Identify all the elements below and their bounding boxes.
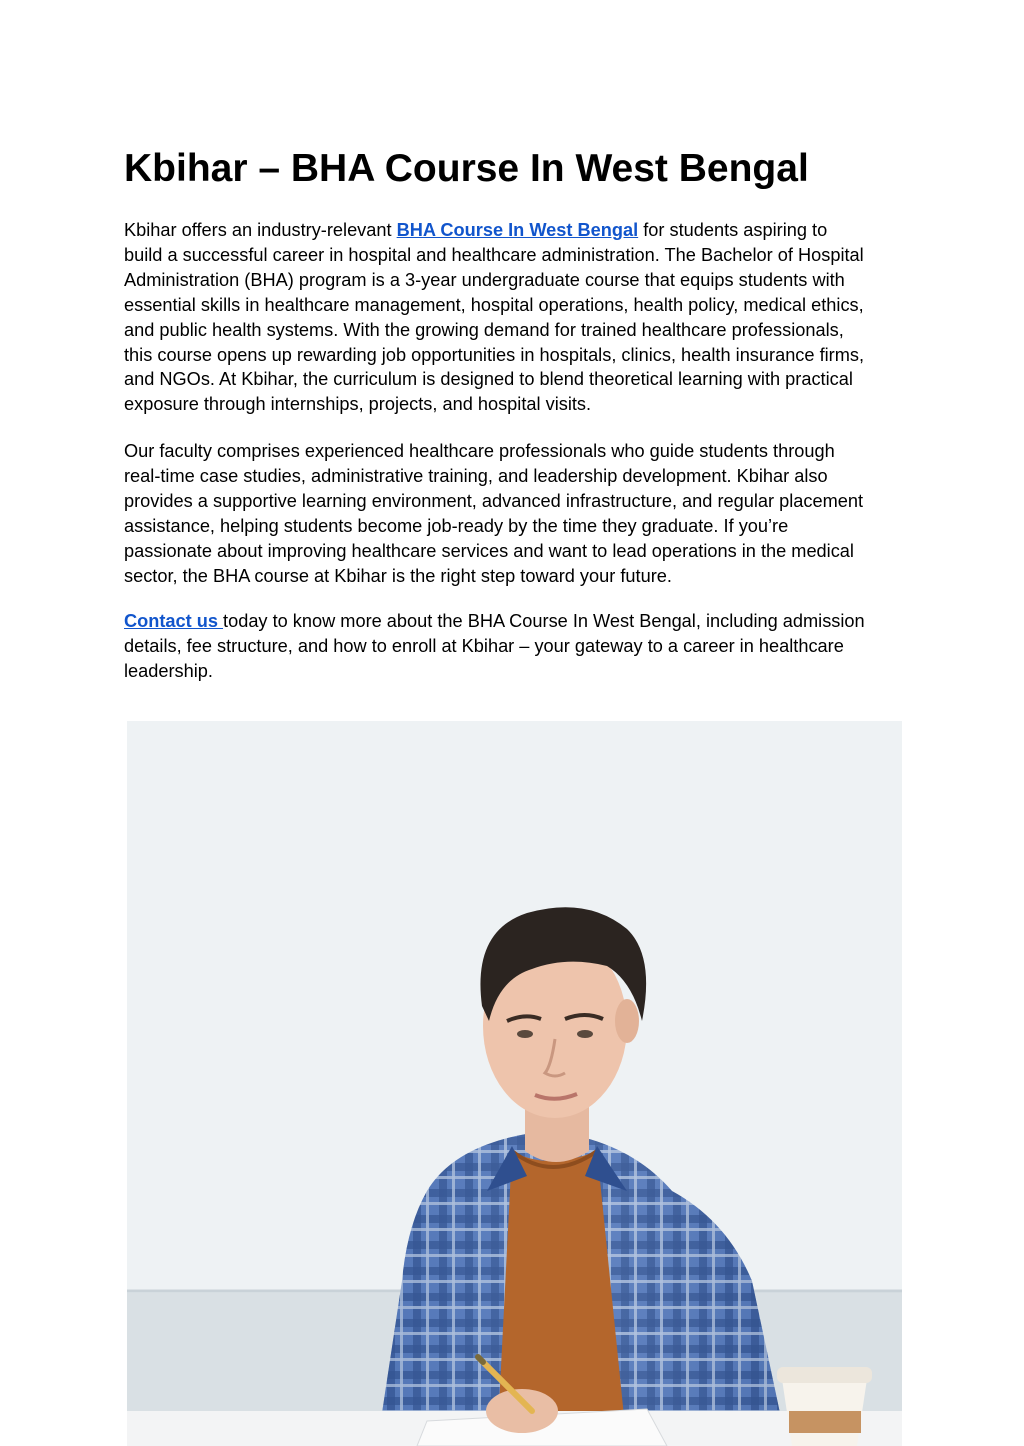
paragraph-line: provides a supportive learning environment, advanced infrastructure, and regular placement (124, 490, 864, 511)
paragraph-text: today to know more about the BHA Course In West Bengal, including admission (223, 611, 865, 631)
paragraph-line: passionate about improving healthcare services and want to lead operations in the medical (124, 540, 854, 561)
paragraph-line: details, fee structure, and how to enroll at Kbihar – your gateway to a career in healthcare (124, 635, 844, 656)
paragraph-line: and public health systems. With the growing demand for trained healthcare professionals, (124, 319, 844, 340)
paragraph-line: sector, the BHA course at Kbihar is the right step toward your future. (124, 565, 672, 586)
bha-course-link[interactable]: BHA Course In West Bengal (396, 220, 639, 240)
faculty-paragraph (124, 439, 924, 588)
intro-paragraph (124, 218, 924, 417)
paragraph-line: exposure through internships, projects, and hospital visits. (124, 394, 592, 415)
contact-paragraph (124, 609, 924, 684)
paragraph-text: for students aspiring to (638, 220, 828, 240)
paragraph-line: this course opens up rewarding job opportunities in hospitals, clinics, health insurance firms, (124, 344, 865, 365)
paragraph-line: leadership. (124, 660, 213, 681)
paragraph-line: assistance, helping students become job-ready by the time they graduate. If you’re (124, 515, 789, 536)
paragraph-line: Administration (BHA) program is a 3-year undergraduate course that equips students with (124, 269, 845, 290)
paragraph-line: build a successful career in hospital and healthcare administration. The Bachelor of Hospital (124, 244, 864, 265)
contact-us-link[interactable]: Contact us (124, 611, 224, 631)
student-illustration (127, 721, 902, 1446)
student-photo (127, 721, 902, 1446)
paragraph-line (124, 609, 924, 634)
paragraph-line: real-time case studies, administrative training, and leadership development. Kbihar also (124, 465, 828, 486)
paragraph-line: and NGOs. At Kbihar, the curriculum is designed to blend theoretical learning with practical (124, 369, 853, 390)
paragraph-text: Kbihar offers an industry-relevant (124, 220, 397, 240)
paragraph-line: essential skills in healthcare management, hospital operations, health policy, medical ethics, (124, 294, 864, 315)
page-title: Kbihar – BHA Course In West Bengal (124, 147, 809, 190)
paragraph-line (124, 218, 924, 243)
paragraph-line: Our faculty comprises experienced healthcare professionals who guide students through (124, 441, 835, 461)
